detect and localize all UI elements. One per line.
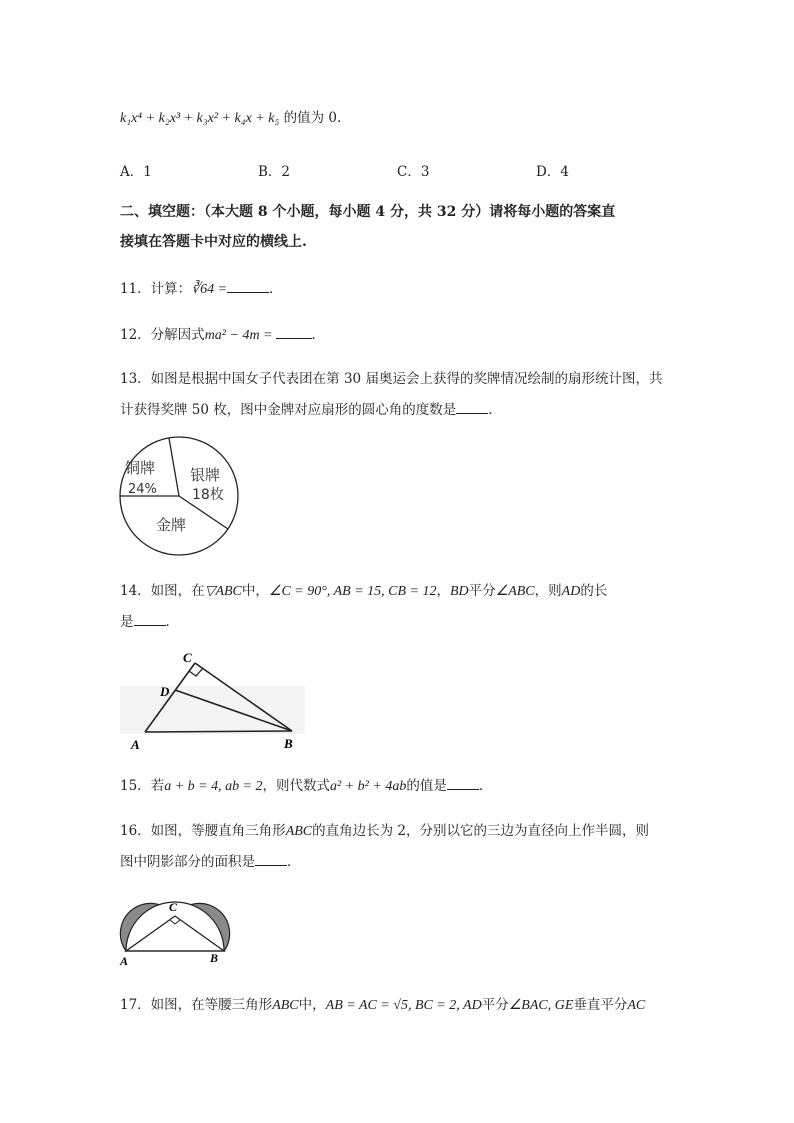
q17-tail: 垂直平分 [573,997,628,1013]
expression-tail: 的值为 0. [283,110,342,126]
figure-16-semicircles [118,888,230,968]
q17-ac: AC [627,998,646,1013]
question-12 [120,324,325,346]
fig16-label-c: C [169,900,178,914]
label-c: C [183,650,192,665]
medal-pie-chart [118,438,242,558]
top-expression-line [120,108,341,129]
q15-conditions: a + b = 4, ab = 2 [164,779,263,794]
figure-14-triangle [120,648,310,754]
q17-mid: 中， [298,997,326,1013]
question-14-line1 [120,581,607,602]
q16-mid: 的直角边长为 2，分别以它的三边为直径向上作半圆，则 [312,823,650,839]
q11-answer-blank [227,278,269,293]
q14-bd: BD [449,584,469,599]
q11-suffix: ． [269,281,283,297]
q14-then: ，则 [534,583,562,599]
section2-heading-line1: 二、填空题：（本大题 8 个小题，每小题 4 分，共 32 分）请将每小题的答案直 [120,204,616,220]
q14-tail: 的长 [580,583,608,599]
question-14-line2 [120,611,179,632]
q13-suffix: ． [488,402,502,418]
question-16-line2 [120,851,301,872]
q12-prefix: 12．分解因式 [120,327,205,343]
fig16-label-b: B [210,951,219,965]
q13-answer-blank [456,399,488,414]
q16-suffix: ． [287,854,301,870]
question-13-line2 [120,399,502,420]
q14-bisect: 平分 [468,583,496,599]
q17-angle: ∠BAC, GE [508,998,574,1013]
q12-suffix: ． [311,327,325,343]
q15-expression: a² + b² + 4ab [330,779,407,794]
q13-text: 计获得奖牌 50 枚，图中金牌对应扇形的圆心角的度数是 [120,402,457,418]
q16-prefix: 16．如图，等腰直角三角形 [120,823,286,839]
q12-answer-blank [276,324,312,339]
q11-expression: ∛64 = [191,282,228,297]
q17-prefix: 17．如图，在等腰三角形 [120,997,273,1013]
question-16-line1 [120,821,649,842]
q17-abc: ABC [272,998,299,1013]
q15-tail: 的值是 [406,778,447,794]
fig16-label-a: A [120,954,129,968]
q11-prefix: 11．计算： [120,281,192,297]
q15-mid: ，则代数式 [262,778,331,794]
pie-label-gold: 金牌 [156,516,187,534]
pie-label-bronze-percent: 24% [128,482,157,497]
option-c: C．3 [397,164,430,180]
q14-sep: ， [436,583,450,599]
pie-label-bronze: 铜牌 [125,459,156,477]
q14-answer-blank [134,611,166,626]
label-b: B [284,736,293,751]
q16-abc: ABC [285,824,313,839]
q14-conditions: ∠C = 90°, AB = 15, CB = 12 [268,584,437,599]
q14-suffix: ． [165,614,179,630]
q14-prefix: 14．如图，在 [120,583,205,599]
side-ab [145,731,292,732]
question-13-line1: 13．如图是根据中国女子代表团在第 30 届奥运会上获得的奖牌情况绘制的扇形统计图，共 [120,371,663,387]
q14-mid: 中， [241,583,269,599]
option-d: D．4 [536,164,569,180]
q14-angle: ∠ABC [495,584,535,599]
option-a: A．1 [120,164,152,180]
question-15 [120,775,492,797]
pie-label-silver-count: 18枚 [192,487,224,503]
q15-answer-blank [447,775,479,790]
question-17 [120,995,645,1016]
pie-divider-top [169,438,179,496]
q14-line2-text: 是 [120,614,134,630]
fig14-scan-shade [120,686,305,734]
label-a: A [131,737,140,752]
q14-ad: AD [561,584,581,599]
q15-prefix: 15．若 [120,778,165,794]
polynomial-expression: k₁x⁴ + k₂x³ + k₃x² + k₄x + k₅ [120,111,280,126]
label-d: D [160,684,170,699]
q15-suffix: ． [478,778,493,794]
option-b: B．2 [258,164,291,180]
pie-label-silver: 银牌 [190,466,221,484]
q14-triangle: ▽ABC [204,584,242,599]
q17-bisect: 平分 [481,997,509,1013]
q16-answer-blank [255,851,287,866]
section2-heading-line2: 接填在答题卡中对应的横线上. [120,234,307,250]
q16-line2-text: 图中阴影部分的面积是 [120,854,255,870]
question-11 [120,278,283,300]
q17-conditions: AB = AC = √5, BC = 2, AD [325,998,482,1013]
q12-expression: ma² − 4m = [204,328,273,343]
